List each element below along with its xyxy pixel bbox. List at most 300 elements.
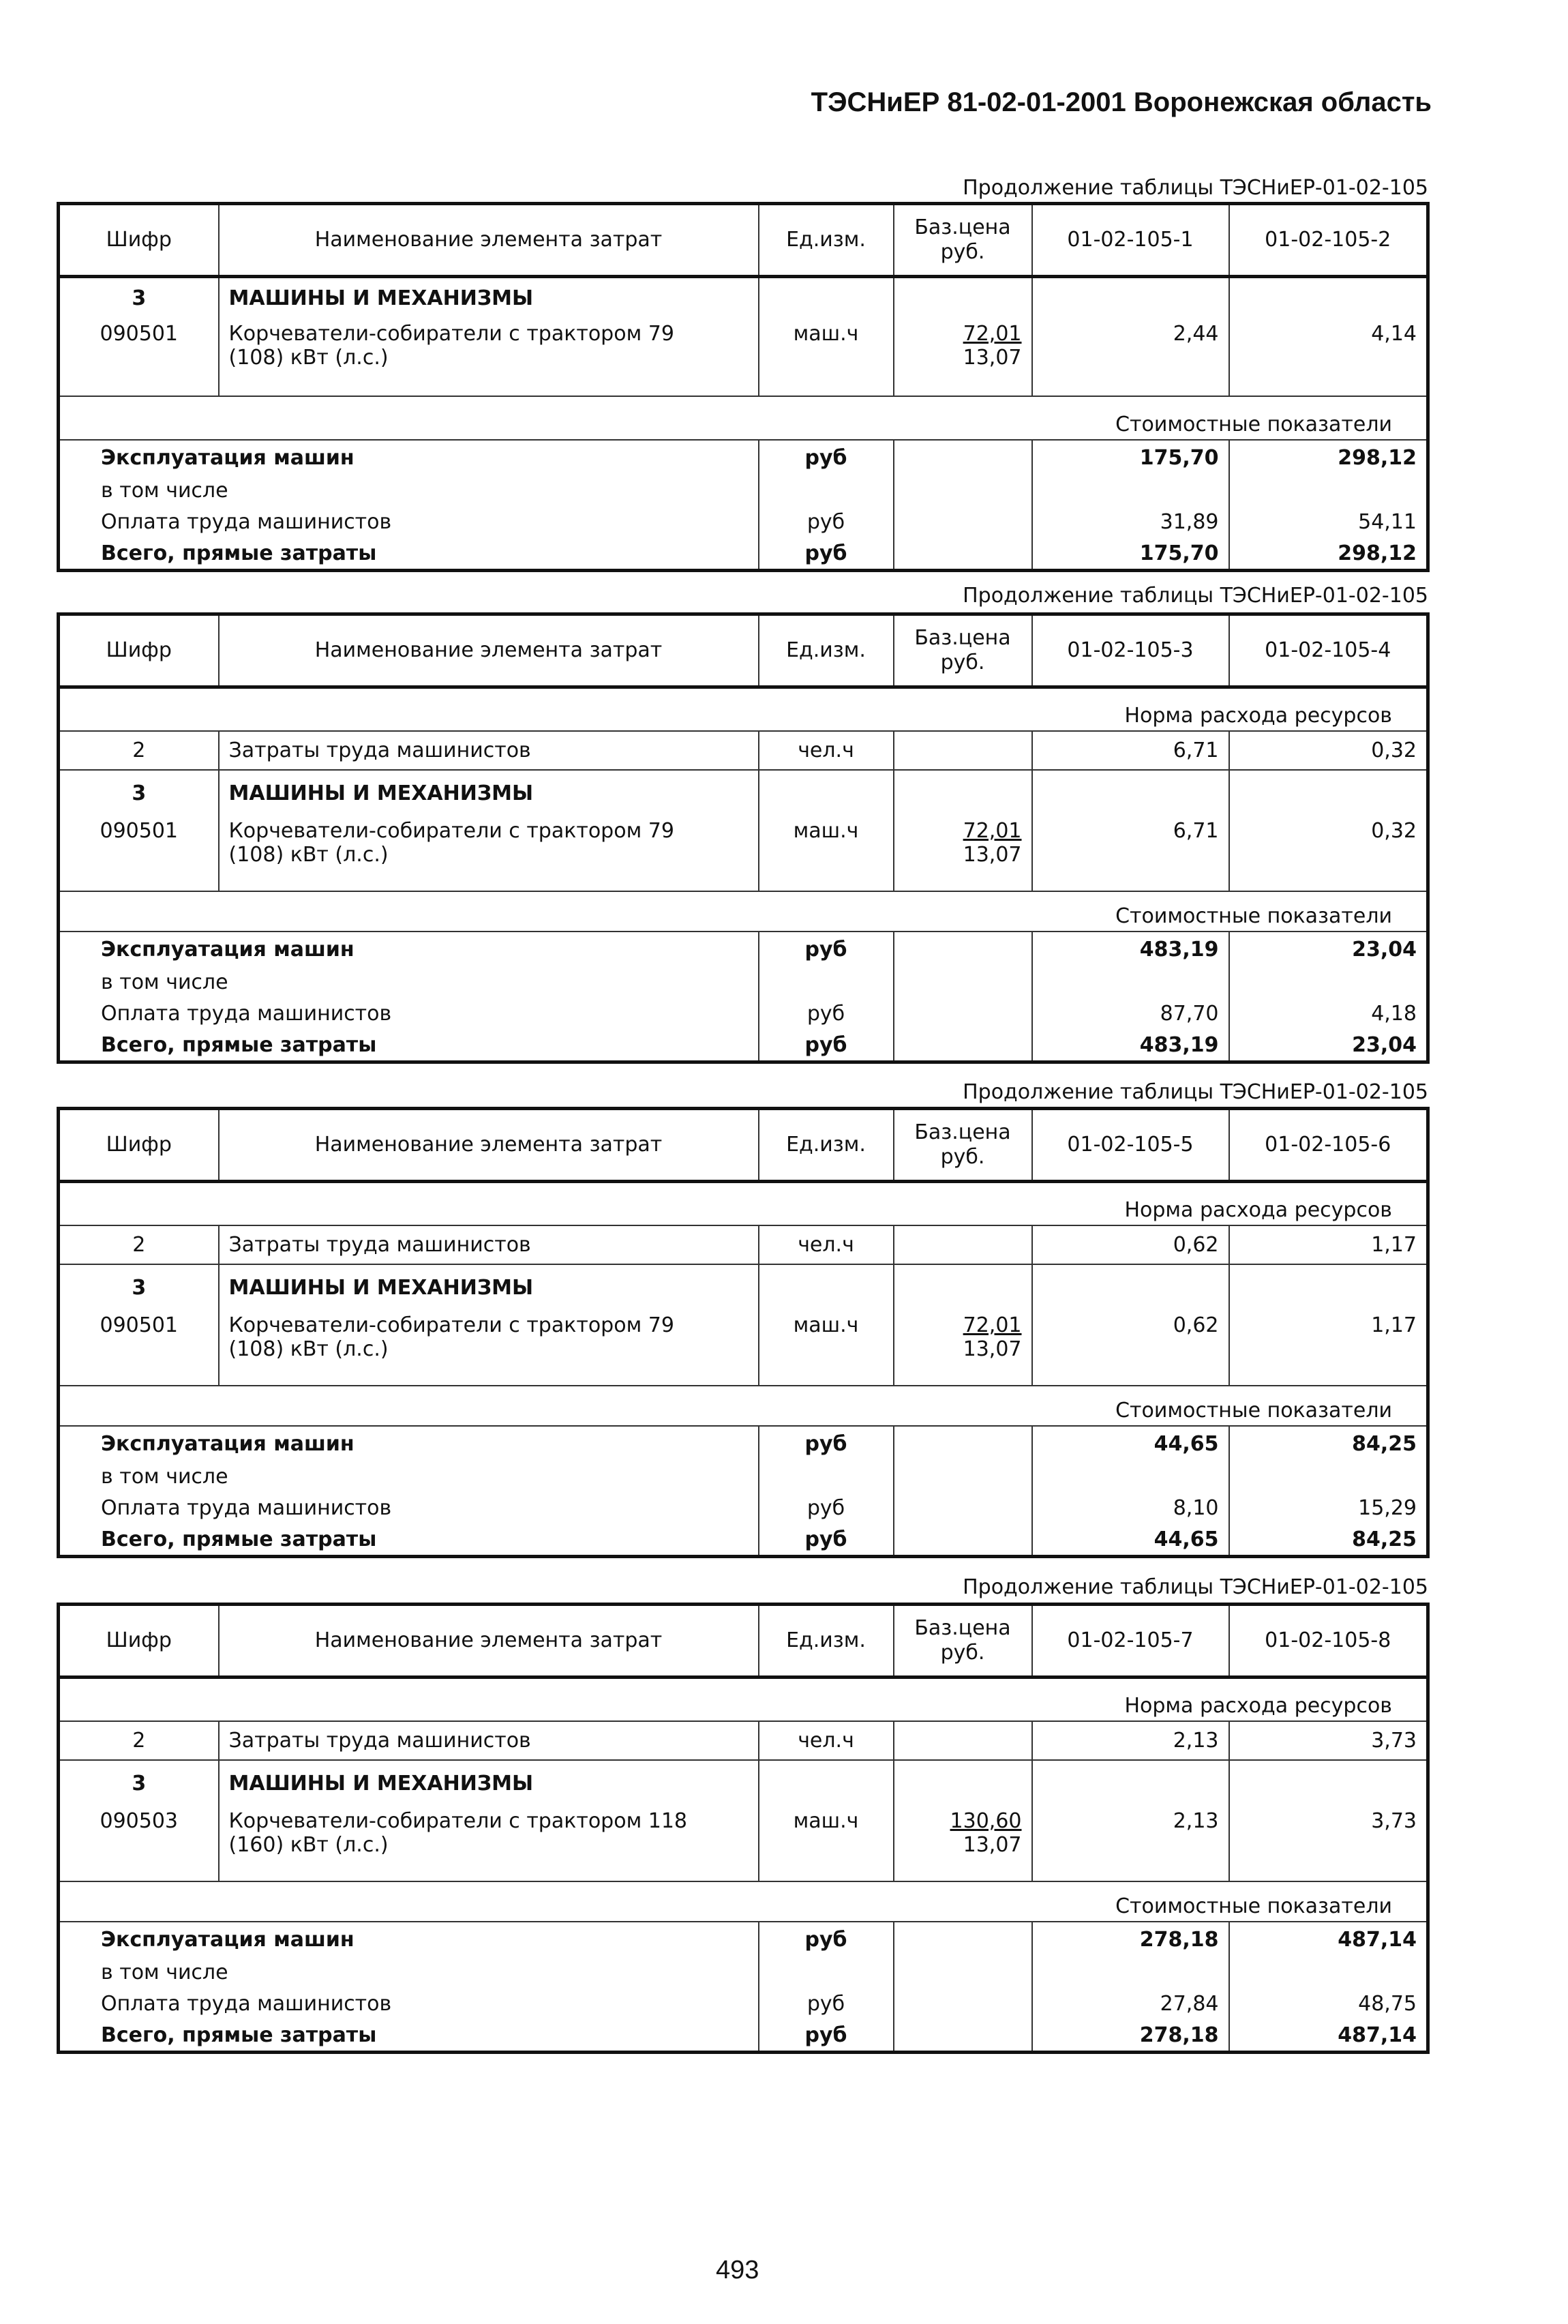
- total-unit: [759, 538, 894, 571]
- wages-unit: [759, 1493, 894, 1524]
- including-row: [59, 1461, 1428, 1493]
- labor-name: [219, 1721, 759, 1760]
- wages-value-2: [1229, 1988, 1428, 2020]
- wages-label-text: Оплата труда машинистов: [101, 510, 392, 534]
- cost-label-text: Стоимостные показатели: [1115, 1894, 1392, 1918]
- empty-cell: [1032, 475, 1229, 507]
- including-label-text: в том числе: [101, 1465, 228, 1489]
- section-title: [219, 277, 759, 319]
- labor-code: [59, 1721, 219, 1760]
- total-label: [59, 538, 759, 571]
- machine-unit-text: маш.ч: [793, 818, 859, 843]
- header-col2: [1229, 204, 1428, 277]
- wages-label: [59, 998, 759, 1030]
- total-unit-text: руб: [804, 2023, 847, 2047]
- machine-value-2-text: 3,73: [1371, 1808, 1417, 1833]
- header-code: [59, 1109, 219, 1182]
- header-price-text: Баз.цена: [914, 215, 1011, 239]
- section-code: [59, 1760, 219, 1806]
- empty-cell: [894, 770, 1032, 816]
- header-name: [219, 1109, 759, 1182]
- header-unit-text: Ед.изм.: [786, 638, 866, 662]
- total-row: [59, 538, 1428, 571]
- wages-value-1-text: 27,84: [1160, 1992, 1219, 2016]
- wages-unit-text: руб: [806, 1496, 845, 1520]
- including-label: [59, 967, 759, 998]
- labor-unit-text: чел.ч: [798, 1232, 854, 1257]
- exploitation-row: [59, 440, 1428, 475]
- empty-cell: [1229, 475, 1428, 507]
- empty-cell: [759, 1264, 894, 1311]
- exploitation-value-2-text: 23,04: [1352, 937, 1417, 962]
- empty-cell: [894, 1988, 1032, 2020]
- header-code-text: Шифр: [106, 1133, 172, 1157]
- header-price-text: руб.: [940, 1641, 985, 1665]
- labor-code: [59, 731, 219, 770]
- machine-price-text: 13,07: [963, 345, 1022, 370]
- labor-value-2: [1229, 1225, 1428, 1264]
- total-value-1: [1032, 2020, 1229, 2053]
- header-col2: [1229, 1109, 1428, 1182]
- table-header-row: [59, 614, 1428, 687]
- total-value-1: [1032, 538, 1229, 571]
- section-title-text: МАШИНЫ И МЕХАНИЗМЫ: [228, 286, 534, 311]
- empty-cell: [759, 770, 894, 816]
- labor-name: [219, 731, 759, 770]
- machine-code-text: 090503: [100, 1808, 179, 1833]
- header-code: [59, 204, 219, 277]
- header-col1-text: 01-02-105-7: [1067, 1628, 1194, 1652]
- wages-row: [59, 1988, 1428, 2020]
- page-number: 493: [716, 2256, 759, 2284]
- exploitation-value-2: [1229, 1922, 1428, 1957]
- norm-label: [59, 1182, 1428, 1225]
- labor-value-2-text: 1,17: [1371, 1232, 1417, 1257]
- header-price-text: Баз.цена: [914, 1616, 1011, 1640]
- labor-value-1: [1032, 1721, 1229, 1760]
- wages-value-2-text: 48,75: [1358, 1992, 1417, 2016]
- cost-label-row: [59, 1386, 1428, 1426]
- labor-value-2: [1229, 731, 1428, 770]
- header-price: [894, 1605, 1032, 1678]
- wages-unit-text: руб: [806, 510, 845, 534]
- header-name-text: Наименование элемента затрат: [314, 638, 663, 662]
- wages-value-1: [1032, 998, 1229, 1030]
- exploitation-value-2: [1229, 932, 1428, 967]
- header-name-text: Наименование элемента затрат: [314, 228, 663, 252]
- total-value-2-text: 298,12: [1338, 541, 1417, 565]
- machine-unit: [759, 319, 894, 396]
- exploitation-value-1-text: 175,70: [1139, 445, 1219, 470]
- total-value-2: [1229, 1524, 1428, 1557]
- labor-code-text: 2: [132, 1232, 146, 1257]
- header-price-text: руб.: [940, 240, 985, 264]
- machine-code: [59, 816, 219, 891]
- labor-price: [894, 1225, 1032, 1264]
- resource-table: [57, 1107, 1430, 1558]
- wages-value-2: [1229, 1493, 1428, 1524]
- machine-value-2: [1229, 816, 1428, 891]
- exploitation-label: [59, 440, 759, 475]
- norm-label: [59, 1678, 1428, 1721]
- wages-label: [59, 1988, 759, 2020]
- labor-name: [219, 1225, 759, 1264]
- including-label-text: в том числе: [101, 970, 228, 994]
- wages-value-2-text: 15,29: [1358, 1496, 1417, 1520]
- header-price-text: руб.: [940, 1145, 985, 1169]
- section-code-text: 3: [132, 1771, 147, 1796]
- total-value-1-text: 44,65: [1154, 1527, 1219, 1551]
- wages-value-2-text: 54,11: [1358, 510, 1417, 534]
- machine-name: [219, 816, 759, 891]
- wages-row: [59, 1493, 1428, 1524]
- machine-unit-text: маш.ч: [793, 1808, 859, 1833]
- machine-price-text: 13,07: [963, 842, 1022, 867]
- empty-cell: [1229, 1264, 1428, 1311]
- section-title-text: МАШИНЫ И МЕХАНИЗМЫ: [228, 781, 534, 805]
- section-title: [219, 1264, 759, 1311]
- header-col2-text: 01-02-105-2: [1265, 228, 1391, 252]
- exploitation-value-1-text: 278,18: [1139, 1927, 1219, 1952]
- wages-label-text: Оплата труда машинистов: [101, 1992, 392, 2016]
- empty-cell: [894, 1957, 1032, 1988]
- resource-table: [57, 1603, 1430, 2054]
- header-unit: [759, 204, 894, 277]
- total-label-text: Всего, прямые затраты: [101, 541, 377, 565]
- machine-price-text: 72,01: [963, 321, 1022, 346]
- exploitation-value-2-text: 298,12: [1338, 445, 1417, 470]
- total-label-text: Всего, прямые затраты: [101, 2023, 377, 2047]
- wages-unit: [759, 507, 894, 538]
- header-col2: [1229, 614, 1428, 687]
- labor-unit-text: чел.ч: [798, 738, 854, 762]
- labor-unit: [759, 1225, 894, 1264]
- exploitation-value-1: [1032, 1922, 1229, 1957]
- header-code-text: Шифр: [106, 1628, 172, 1652]
- empty-cell: [894, 1922, 1032, 1957]
- table-caption: Продолжение таблицы ТЭСНиЕР-01-02-105: [963, 1080, 1428, 1104]
- exploitation-label: [59, 1922, 759, 1957]
- empty-cell: [759, 1957, 894, 1988]
- machine-value-1-text: 0,62: [1173, 1313, 1219, 1337]
- header-name-text: Наименование элемента затрат: [314, 1628, 663, 1652]
- total-value-1: [1032, 1524, 1229, 1557]
- empty-cell: [1032, 967, 1229, 998]
- cost-label: [59, 396, 1428, 440]
- empty-cell: [1229, 967, 1428, 998]
- exploitation-value-2: [1229, 1426, 1428, 1461]
- section-title-text: МАШИНЫ И МЕХАНИЗМЫ: [228, 1275, 534, 1300]
- exploitation-row: [59, 932, 1428, 967]
- header-col2-text: 01-02-105-6: [1265, 1133, 1391, 1157]
- machine-value-1: [1032, 319, 1229, 396]
- total-value-2-text: 84,25: [1352, 1527, 1417, 1551]
- wages-unit-text: руб: [806, 1002, 845, 1026]
- exploitation-label: [59, 1426, 759, 1461]
- header-unit-text: Ед.изм.: [786, 228, 866, 252]
- machine-name: [219, 1806, 759, 1881]
- total-value-2: [1229, 1030, 1428, 1062]
- wages-unit: [759, 1988, 894, 2020]
- header-unit-text: Ед.изм.: [786, 1133, 866, 1157]
- labor-value-1: [1032, 1225, 1229, 1264]
- labor-name-text: Затраты труда машинистов: [228, 1728, 531, 1753]
- machine-name-text: (108) кВт (л.с.): [228, 345, 389, 370]
- wages-row: [59, 998, 1428, 1030]
- including-label: [59, 1461, 759, 1493]
- exploitation-row: [59, 1922, 1428, 1957]
- machine-value-2-text: 1,17: [1371, 1313, 1417, 1337]
- norm-label-row: [59, 1182, 1428, 1225]
- total-label: [59, 1524, 759, 1557]
- empty-cell: [894, 967, 1032, 998]
- machine-value-1: [1032, 1311, 1229, 1386]
- empty-cell: [894, 507, 1032, 538]
- exploitation-unit-text: руб: [804, 1927, 847, 1952]
- total-value-1-text: 175,70: [1139, 541, 1219, 565]
- machine-row: [59, 319, 1428, 396]
- total-unit: [759, 1030, 894, 1062]
- header-col2-text: 01-02-105-4: [1265, 638, 1391, 662]
- machine-value-2-text: 4,14: [1371, 321, 1417, 346]
- table-header-row: [59, 1605, 1428, 1678]
- empty-cell: [894, 1461, 1032, 1493]
- empty-cell: [759, 277, 894, 319]
- empty-cell: [759, 967, 894, 998]
- empty-cell: [1229, 1461, 1428, 1493]
- labor-value-2-text: 3,73: [1371, 1728, 1417, 1753]
- labor-unit-text: чел.ч: [798, 1728, 854, 1753]
- exploitation-unit-text: руб: [804, 445, 847, 470]
- labor-row: [59, 731, 1428, 770]
- total-value-2: [1229, 538, 1428, 571]
- empty-cell: [759, 1760, 894, 1806]
- norm-label-row: [59, 687, 1428, 731]
- table-caption: Продолжение таблицы ТЭСНиЕР-01-02-105: [963, 584, 1428, 608]
- header-code: [59, 1605, 219, 1678]
- machine-price: [894, 319, 1032, 396]
- machine-code-text: 090501: [100, 1313, 179, 1337]
- machine-price: [894, 1806, 1032, 1881]
- labor-name-text: Затраты труда машинистов: [228, 1232, 531, 1257]
- exploitation-label-text: Эксплуатация машин: [101, 1927, 355, 1952]
- labor-price: [894, 731, 1032, 770]
- machine-value-2: [1229, 1311, 1428, 1386]
- total-value-1-text: 278,18: [1139, 2023, 1219, 2047]
- empty-cell: [894, 1264, 1032, 1311]
- empty-cell: [894, 932, 1032, 967]
- exploitation-unit: [759, 1922, 894, 1957]
- section-row: [59, 1760, 1428, 1806]
- cost-label-row: [59, 1881, 1428, 1922]
- machine-name: [219, 1311, 759, 1386]
- empty-cell: [1032, 1264, 1229, 1311]
- table-header-row: [59, 204, 1428, 277]
- labor-price: [894, 1721, 1032, 1760]
- exploitation-value-2: [1229, 440, 1428, 475]
- cost-label-text: Стоимостные показатели: [1115, 412, 1392, 436]
- table-header-row: [59, 1109, 1428, 1182]
- machine-row: [59, 816, 1428, 891]
- empty-cell: [894, 277, 1032, 319]
- machine-code: [59, 1311, 219, 1386]
- header-price: [894, 204, 1032, 277]
- including-row: [59, 475, 1428, 507]
- header-price-text: Баз.цена: [914, 626, 1011, 650]
- empty-cell: [894, 538, 1032, 571]
- section-row: [59, 1264, 1428, 1311]
- section-title: [219, 770, 759, 816]
- labor-value-1-text: 6,71: [1173, 738, 1219, 762]
- empty-cell: [1229, 1760, 1428, 1806]
- cost-label-row: [59, 891, 1428, 932]
- empty-cell: [894, 1493, 1032, 1524]
- section-code-text: 3: [132, 1275, 147, 1300]
- header-col1: [1032, 1109, 1229, 1182]
- machine-unit-text: маш.ч: [793, 321, 859, 346]
- labor-value-1-text: 0,62: [1173, 1232, 1219, 1257]
- labor-unit: [759, 731, 894, 770]
- section-code-text: 3: [132, 286, 147, 311]
- total-row: [59, 1030, 1428, 1062]
- resource-table: [57, 202, 1430, 572]
- machine-name-text: Корчеватели-собиратели с трактором 79: [228, 818, 674, 843]
- norm-label-text: Норма расхода ресурсов: [1124, 1197, 1392, 1222]
- machine-name-text: Корчеватели-собиратели с трактором 118: [228, 1808, 687, 1833]
- including-row: [59, 1957, 1428, 1988]
- empty-cell: [1032, 770, 1229, 816]
- wages-value-1: [1032, 1988, 1229, 2020]
- wages-value-1-text: 87,70: [1160, 1002, 1219, 1026]
- total-value-2: [1229, 2020, 1428, 2053]
- wages-label: [59, 1493, 759, 1524]
- machine-unit: [759, 816, 894, 891]
- exploitation-label-text: Эксплуатация машин: [101, 937, 355, 962]
- header-col1: [1032, 1605, 1229, 1678]
- wages-value-2: [1229, 507, 1428, 538]
- total-label: [59, 2020, 759, 2053]
- total-row: [59, 2020, 1428, 2053]
- resource-table: [57, 612, 1430, 1064]
- total-unit-text: руб: [804, 1527, 847, 1551]
- exploitation-value-2-text: 84,25: [1352, 1431, 1417, 1456]
- norm-label-text: Норма расхода ресурсов: [1124, 1693, 1392, 1718]
- machine-code-text: 090501: [100, 818, 179, 843]
- header-unit: [759, 1605, 894, 1678]
- norm-label-text: Норма расхода ресурсов: [1124, 703, 1392, 728]
- labor-row: [59, 1225, 1428, 1264]
- total-value-1-text: 483,19: [1139, 1032, 1219, 1057]
- labor-value-2-text: 0,32: [1371, 738, 1417, 762]
- machine-value-1-text: 2,44: [1173, 321, 1219, 346]
- machine-code-text: 090501: [100, 321, 179, 346]
- empty-cell: [1229, 277, 1428, 319]
- exploitation-value-1: [1032, 932, 1229, 967]
- machine-name-text: Корчеватели-собиратели с трактором 79: [228, 1313, 674, 1337]
- including-row: [59, 967, 1428, 998]
- machine-name-text: (160) кВт (л.с.): [228, 1832, 389, 1857]
- exploitation-value-1-text: 44,65: [1154, 1431, 1219, 1456]
- total-value-2-text: 487,14: [1338, 2023, 1417, 2047]
- including-label: [59, 1957, 759, 1988]
- machine-value-1: [1032, 1806, 1229, 1881]
- header-col1-text: 01-02-105-3: [1067, 638, 1194, 662]
- empty-cell: [1032, 1957, 1229, 1988]
- header-price-text: Баз.цена: [914, 1120, 1011, 1144]
- machine-value-1-text: 2,13: [1173, 1808, 1219, 1833]
- cost-label-row: [59, 396, 1428, 440]
- labor-name-text: Затраты труда машинистов: [228, 738, 531, 762]
- header-code-text: Шифр: [106, 228, 172, 252]
- wages-value-2-text: 4,18: [1371, 1002, 1417, 1026]
- exploitation-value-1: [1032, 440, 1229, 475]
- cost-label: [59, 1386, 1428, 1426]
- page-title: ТЭСНиЕР 81-02-01-2001 Воронежская область: [811, 87, 1432, 117]
- machine-code: [59, 1806, 219, 1881]
- total-label: [59, 1030, 759, 1062]
- exploitation-value-2-text: 487,14: [1338, 1927, 1417, 1952]
- empty-cell: [894, 998, 1032, 1030]
- machine-code: [59, 319, 219, 396]
- empty-cell: [759, 1461, 894, 1493]
- exploitation-unit: [759, 1426, 894, 1461]
- labor-row: [59, 1721, 1428, 1760]
- wages-label: [59, 507, 759, 538]
- norm-label-row: [59, 1678, 1428, 1721]
- machine-price-text: 13,07: [963, 1832, 1022, 1857]
- cost-label-text: Стоимостные показатели: [1115, 1398, 1392, 1422]
- section-code-text: 3: [132, 781, 147, 805]
- table-caption: Продолжение таблицы ТЭСНиЕР-01-02-105: [963, 1575, 1428, 1599]
- wages-value-1: [1032, 507, 1229, 538]
- exploitation-value-1: [1032, 1426, 1229, 1461]
- section-title-text: МАШИНЫ И МЕХАНИЗМЫ: [228, 1771, 534, 1796]
- empty-cell: [894, 1524, 1032, 1557]
- header-col1: [1032, 204, 1229, 277]
- exploitation-label-text: Эксплуатация машин: [101, 1431, 355, 1456]
- wages-label-text: Оплата труда машинистов: [101, 1002, 392, 1026]
- machine-price-text: 72,01: [963, 818, 1022, 843]
- wages-value-1: [1032, 1493, 1229, 1524]
- header-col2: [1229, 1605, 1428, 1678]
- empty-cell: [1229, 770, 1428, 816]
- header-price-text: руб.: [940, 651, 985, 674]
- header-unit-text: Ед.изм.: [786, 1628, 866, 1652]
- header-col1-text: 01-02-105-1: [1067, 228, 1194, 252]
- exploitation-row: [59, 1426, 1428, 1461]
- machine-name: [219, 319, 759, 396]
- wages-value-1-text: 31,89: [1160, 510, 1219, 534]
- labor-value-1-text: 2,13: [1173, 1728, 1219, 1753]
- table-caption: Продолжение таблицы ТЭСНиЕР-01-02-105: [963, 176, 1428, 200]
- empty-cell: [894, 2020, 1032, 2053]
- total-unit: [759, 1524, 894, 1557]
- header-code: [59, 614, 219, 687]
- header-name: [219, 204, 759, 277]
- cost-label: [59, 891, 1428, 932]
- labor-value-1: [1032, 731, 1229, 770]
- header-code-text: Шифр: [106, 638, 172, 662]
- labor-unit: [759, 1721, 894, 1760]
- including-label-text: в том числе: [101, 1961, 228, 1984]
- exploitation-value-1-text: 483,19: [1139, 937, 1219, 962]
- header-name: [219, 1605, 759, 1678]
- norm-label: [59, 687, 1428, 731]
- section-row: [59, 277, 1428, 319]
- machine-value-2-text: 0,32: [1371, 818, 1417, 843]
- machine-value-2: [1229, 319, 1428, 396]
- section-title: [219, 1760, 759, 1806]
